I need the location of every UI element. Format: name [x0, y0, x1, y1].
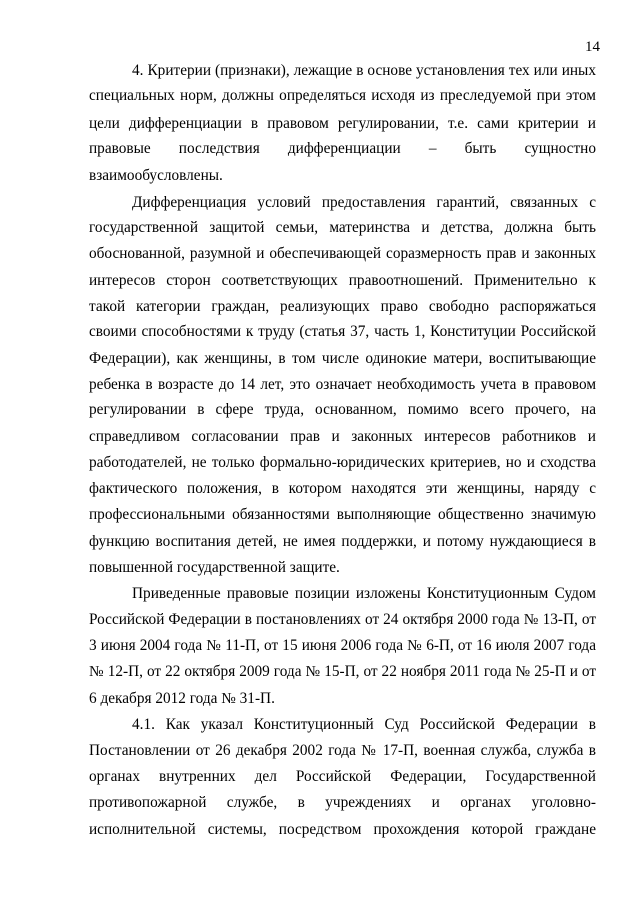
text-line: функцию воспитания детей, не имея поддержки, и потому нуждающиеся в — [89, 533, 596, 550]
text-line: противопожарной службе, в учреждениях и органах уголовно- — [89, 794, 596, 811]
text-line: специальных норм, должны определяться исходя из преследуемой при этом — [89, 87, 596, 104]
text-line: такой категории граждан, реализующих право свободно распоряжаться — [89, 298, 596, 315]
text-line: государственной защитой семьи, материнства и детства, должна быть — [89, 219, 596, 236]
text-line: Приведенные правовые позиции изложены Конституционным Судом — [132, 585, 596, 602]
text-line: 4.1. Как указал Конституционный Суд Российской Федерации в — [132, 716, 596, 733]
text-line: обоснованной, разумной и обеспечивающей соразмерность прав и законных — [89, 245, 596, 262]
text-line: Российской Федерации в постановлениях от 24 октября 2000 года № 13-П, от — [89, 611, 596, 628]
text-line: справедливом согласовании прав и законных интересов работников и — [89, 428, 596, 445]
text-line: 6 декабря 2012 года № 31-П. — [89, 690, 275, 707]
text-line: работодателей, не только формально-юридических критериев, но и сходства — [89, 454, 596, 471]
text-line: профессиональными обязанностями выполняющие общественно значимую — [89, 506, 596, 523]
text-line: взаимообусловлены. — [89, 167, 223, 184]
text-line: регулировании в сфере труда, основанном, помимо всего прочего, на — [89, 401, 596, 418]
text-line: правовые последствия дифференциации – быть сущностно — [89, 140, 596, 157]
text-line: ребенка в возрасте до 14 лет, это означает необходимость учета в правовом — [89, 376, 596, 393]
text-line: повышенной государственной защите. — [89, 559, 340, 576]
text-line: цели дифференциации в правовом регулировании, т.е. сами критерии и — [89, 115, 596, 132]
text-line: № 12-П, от 22 октября 2009 года № 15-П, от 22 ноября 2011 года № 25-П и от — [89, 663, 596, 680]
text-line: органах внутренних дел Российской Федерации, Государственной — [89, 768, 596, 785]
text-line: интересов сторон соответствующих правоотношений. Применительно к — [89, 272, 596, 289]
text-line: 4. Критерии (признаки), лежащие в основе установления тех или иных — [132, 62, 596, 79]
text-line: 3 июня 2004 года № 11-П, от 15 июня 2006 года № 6-П, от 16 июля 2007 года — [89, 637, 596, 654]
text-line: Дифференциация условий предоставления гарантий, связанных с — [132, 194, 596, 211]
text-line: Постановлении от 26 декабря 2002 года № 17-П, военная служба, служба в — [89, 742, 596, 759]
text-line: фактического положения, в котором находятся эти женщины, наряду с — [89, 480, 596, 497]
text-line: исполнительной системы, посредством прохождения которой граждане — [89, 821, 596, 838]
page-number: 14 — [585, 39, 600, 55]
text-line: своими способностями к труду (статья 37, часть 1, Конституции Российской — [89, 323, 596, 340]
text-line: Федерации), как женщины, в том числе одинокие матери, воспитывающие — [89, 350, 596, 367]
